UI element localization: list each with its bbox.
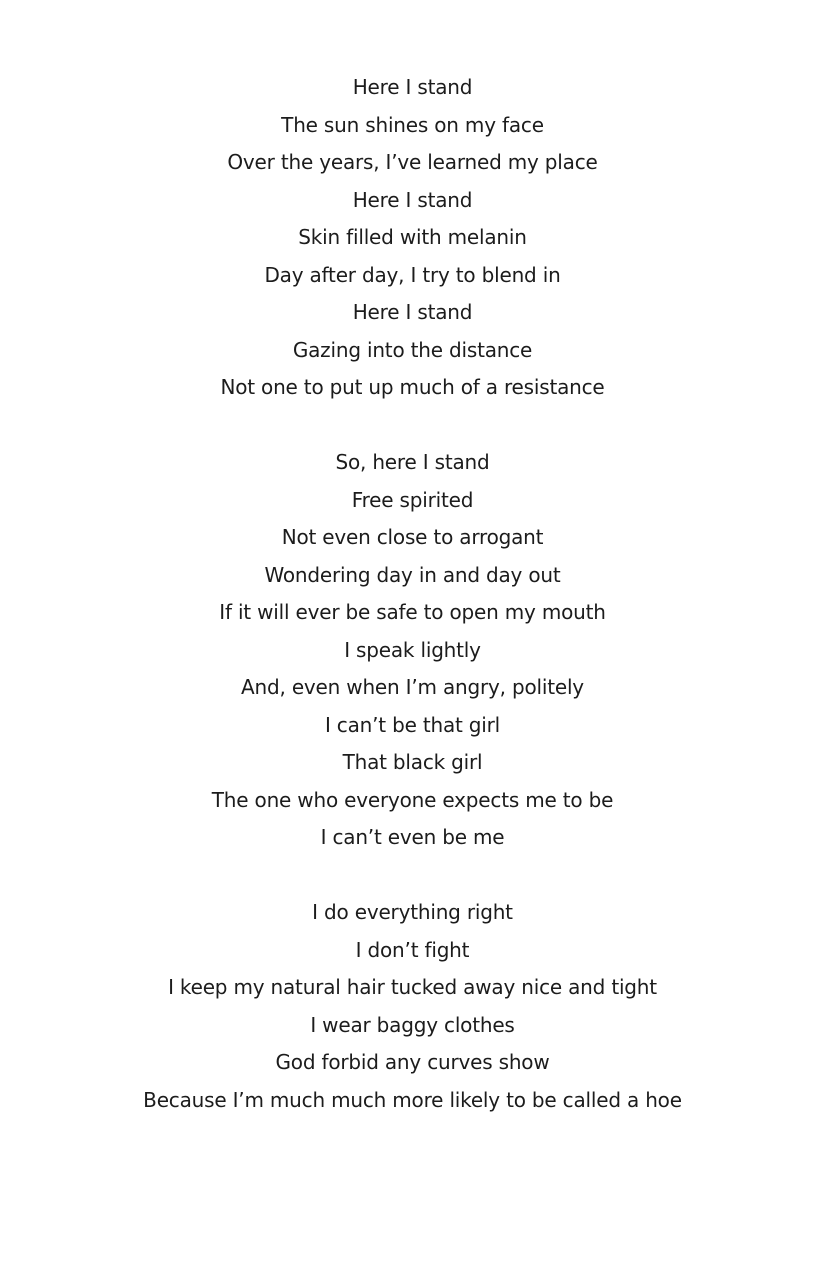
poem-line: Not even close to arrogant	[281, 525, 544, 549]
poem-line: I can’t even be me	[320, 825, 505, 849]
poem-line: Here I stand	[352, 187, 473, 212]
poem-line: Here I stand	[352, 75, 473, 99]
poem-line: Gazing into the distance	[292, 337, 533, 362]
poem-line: Skin filled with melanin	[298, 225, 527, 249]
poem-line: The one who everyone expects me to be	[211, 787, 614, 812]
poem-line: The sun shines on my face	[281, 112, 544, 137]
poem-line: I speak lightly	[344, 637, 481, 662]
poem-line: I do everything right	[312, 900, 513, 924]
poem-line: If it will ever be safe to open my mouth	[219, 600, 606, 624]
poem-line: Not one to put up much of a resistance	[220, 375, 605, 399]
poem-line: God forbid any curves show	[275, 1050, 550, 1074]
poem	[0, 69, 825, 1119]
poem-line: I can’t be that girl	[324, 712, 501, 737]
poem-line: That black girl	[342, 750, 483, 774]
poem-line: Wondering day in and day out	[264, 562, 561, 587]
poem-line: Here I stand	[352, 300, 473, 324]
poem-line: So, here I stand	[335, 450, 490, 474]
stanza-2	[0, 444, 825, 857]
poem-line: Day after day, I try to blend in	[264, 262, 561, 287]
poem-line: I don’t fight	[355, 937, 470, 962]
poem-line: Free spirited	[351, 487, 474, 512]
poem-line: I wear baggy clothes	[310, 1012, 515, 1037]
poem-line: I keep my natural hair tucked away nice and tight	[168, 975, 657, 999]
stanza-1	[0, 69, 825, 407]
stanza-3	[0, 894, 825, 1119]
poem-line: Because I’m much much more likely to be called a hoe	[143, 1087, 682, 1112]
poem-line: Over the years, I’ve learned my place	[227, 150, 598, 174]
poem-line: And, even when I’m angry, politely	[241, 675, 584, 699]
